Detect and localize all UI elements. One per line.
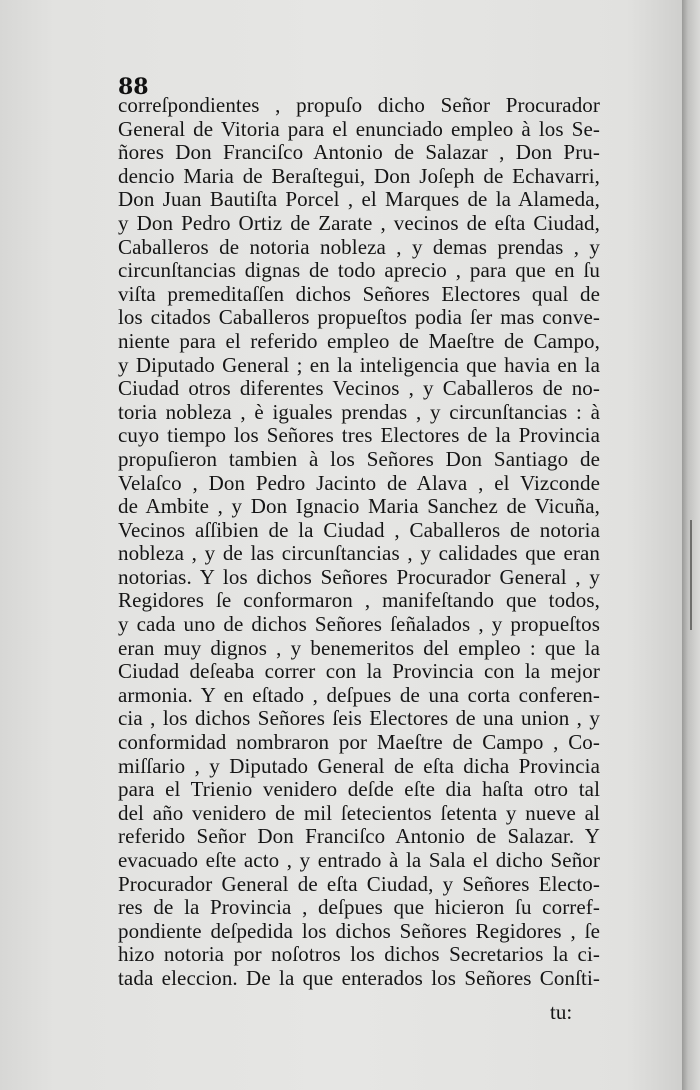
- text-line: y Diputado General ; en la inteligencia que havia en la: [118, 352, 600, 377]
- text-line: eran muy dignos , y benemeritos del empleo : que la: [118, 635, 600, 660]
- text-line: tada eleccion. De la que enterados los Señores Conſti-: [118, 965, 600, 990]
- text-line: circunſtancias dignas de todo aprecio , para que en ſu: [118, 258, 600, 283]
- text-line: los citados Caballeros propueſtos podia ſer mas conve-: [118, 305, 600, 330]
- text-line: dencio Maria de Beraſtegui, Don Joſeph de Echavarri,: [118, 163, 600, 188]
- text-line: Vecinos aſſibien de la Ciudad , Caballeros de notoria: [118, 517, 600, 542]
- page-number: 88: [118, 74, 149, 100]
- text-line: conformidad nombraron por Maeſtre de Campo , Co-: [118, 730, 600, 755]
- text-line: para el Trienio venidero deſde eſte dia haſta otro tal: [118, 777, 600, 802]
- text-line: notorias. Y los dichos Señores Procurador General , y: [118, 564, 600, 589]
- text-line: viſta premeditaſſen dichos Señores Electores qual de: [118, 281, 600, 306]
- text-line: y Don Pedro Ortiz de Zarate , vecinos de eſta Ciudad,: [118, 210, 600, 235]
- text-line: correſpondientes , propuſo dicho Señor Procurador: [118, 93, 600, 117]
- text-line: cuyo tiempo los Señores tres Electores de la Provincia: [118, 423, 600, 448]
- text-line: niente para el referido empleo de Maeſtre de Campo,: [118, 328, 600, 353]
- text-line: propuſieron tambien à los Señores Don Santiago de: [118, 446, 600, 471]
- text-line: pondiente deſpedida los dichos Señores Regidores , ſe: [118, 918, 600, 943]
- text-line: hizo notoria por noſotros los dichos Secretarios la ci-: [118, 942, 600, 967]
- text-line: del año venidero de mil ſetecientos ſetenta y nueve al: [118, 800, 600, 825]
- text-line: General de Vitoria para el enunciado empleo à los Se-: [118, 116, 600, 141]
- text-line: cia , los dichos Señores ſeis Electores de una union , y: [118, 706, 600, 731]
- text-line: Caballeros de notoria nobleza , y demas prendas , y: [118, 234, 600, 259]
- text-line: armonia. Y en eſtado , deſpues de una corta conferen-: [118, 682, 600, 707]
- text-line: Ciudad otros diferentes Vecinos , y Caballeros de no-: [118, 376, 600, 401]
- text-line: de Ambite , y Don Ignacio Maria Sanchez de Vicuña,: [118, 494, 600, 519]
- text-line: toria nobleza , è iguales prendas , y circunſtancias : à: [118, 399, 600, 424]
- text-line: y cada uno de dichos Señores ſeñalados , y propueſtos: [118, 612, 600, 637]
- text-line: Velaſco , Don Pedro Jacinto de Alava , el Vizconde: [118, 470, 600, 495]
- page-fold-edge: [682, 0, 700, 1090]
- text-line: nobleza , y de las circunſtancias , y calidades que eran: [118, 541, 600, 566]
- text-line: Don Juan Bautiſta Porcel , el Marques de la Alameda,: [118, 187, 600, 212]
- text-line: Regidores ſe conformaron , manifeſtando que todos,: [118, 588, 600, 613]
- text-line: evacuado eſte acto , y entrado à la Sala el dicho Señor: [118, 848, 600, 872]
- text-line: Ciudad deſeaba correr con la Provincia con la mejor: [118, 659, 600, 684]
- body-text: [118, 94, 600, 991]
- catchword: tu:: [550, 1000, 573, 1024]
- text-line: miſſario , y Diputado General de eſta dicha Provincia: [118, 753, 600, 778]
- text-line: Procurador General de eſta Ciudad, y Señores Electo-: [118, 871, 600, 896]
- text-line: ñores Don Franciſco Antonio de Salazar , Don Pru-: [118, 140, 600, 165]
- text-line: res de la Provincia , deſpues que hicieron ſu corref-: [118, 895, 600, 920]
- text-line: referido Señor Don Franciſco Antonio de Salazar. Y: [118, 824, 600, 849]
